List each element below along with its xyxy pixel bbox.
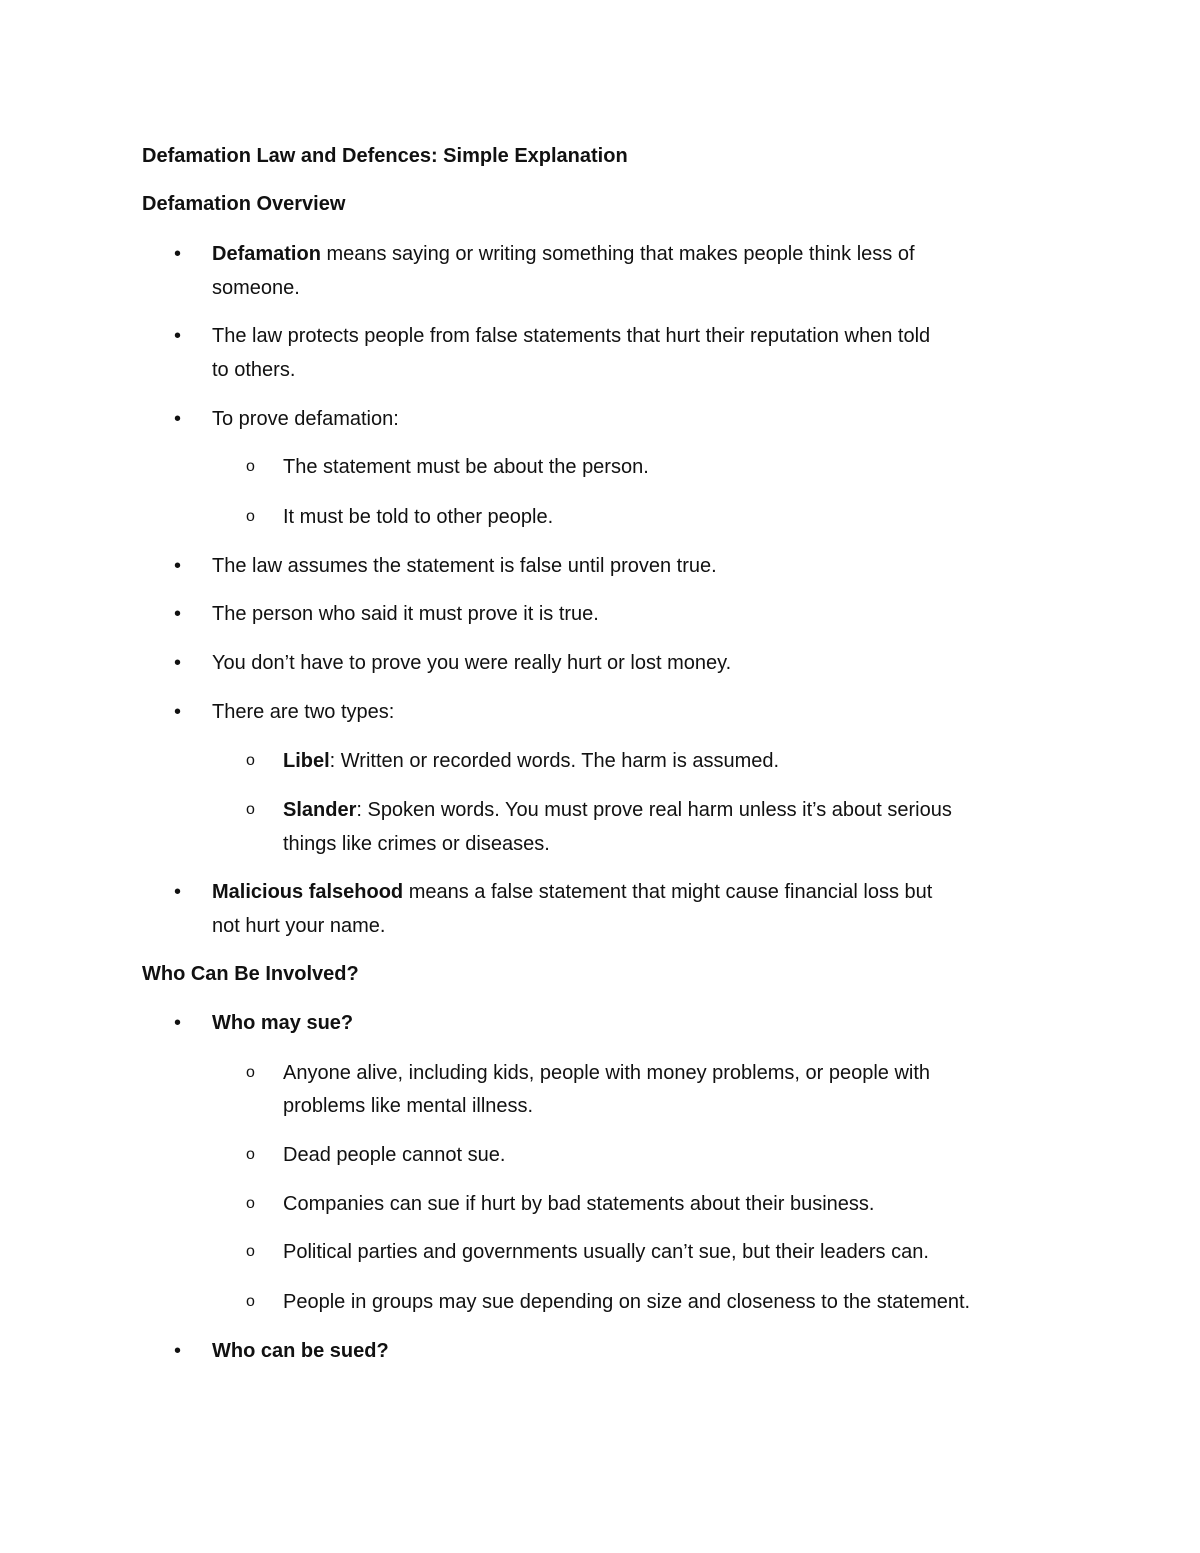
term-malicious-falsehood: Malicious falsehood [212,881,404,903]
term-slander: Slander [283,799,357,821]
list-item-continuation: not hurt your name. [212,915,386,937]
bullet-marker: • [174,701,182,723]
bullet-marker: • [174,243,182,265]
list-item-text: means saying or writing something that makes people think less of [320,243,915,265]
sub-list-item: Anyone alive, including kids, people with money problems, or people with [283,1062,931,1084]
sub-bullet-marker: o [246,1243,255,1260]
sub-list-item: The statement must be about the person. [283,456,649,478]
bullet-marker: • [174,1340,182,1362]
list-item-continuation: to others. [212,359,296,381]
sub-bullet-marker: o [246,1064,255,1081]
bullet-marker: • [174,408,182,430]
subheading-who-may-sue: Who may sue? [212,1012,354,1034]
bullet-marker: • [174,881,182,903]
term-defamation: Defamation [212,243,321,265]
sub-list-item-text: : Spoken words. You must prove real harm unless it’s about serious [356,799,952,821]
document-title: Defamation Law and Defences: Simple Explanation [142,145,628,167]
list-item-malicious-falsehood [212,875,932,909]
sub-list-item-slander [283,793,952,827]
section-heading-who-involved: Who Can Be Involved? [142,963,359,985]
sub-list-item: It must be told to other people. [283,506,554,528]
sub-list-item: Dead people cannot sue. [283,1144,506,1166]
sub-list-item: Companies can sue if hurt by bad statements about their business. [283,1193,875,1215]
sub-bullet-marker: o [246,1146,255,1163]
sub-list-item: Political parties and governments usually can’t sue, but their leaders can. [283,1241,929,1263]
list-item-who-can-be-sued [212,1334,389,1368]
section-heading-overview: Defamation Overview [142,193,346,215]
bullet-marker: • [174,652,182,674]
subheading-who-can-be-sued: Who can be sued? [212,1340,389,1362]
list-item-defamation [212,237,915,271]
sub-bullet-marker: o [246,801,255,818]
list-item-person-must-prove: The person who said it must prove it is true. [212,603,599,625]
sub-list-item-text: : Written or recorded words. The harm is assumed. [329,750,780,772]
sub-bullet-marker: o [246,508,255,525]
bullet-marker: • [174,603,182,625]
sub-bullet-marker: o [246,1195,255,1212]
sub-list-item-libel [283,744,779,778]
list-item-who-may-sue [212,1006,353,1040]
sub-list-item: People in groups may sue depending on size and closeness to the statement. [283,1291,971,1313]
sub-bullet-marker: o [246,458,255,475]
sub-list-item-continuation: things like crimes or diseases. [283,833,550,855]
list-item-to-prove: To prove defamation: [212,408,399,430]
list-item-law-assumes: The law assumes the statement is false until proven true. [212,555,717,577]
sub-bullet-marker: o [246,752,255,769]
list-item-two-types: There are two types: [212,701,395,723]
list-item-text: means a false statement that might cause financial loss but [403,881,933,903]
sub-bullet-marker: o [246,1293,255,1310]
list-item-continuation: someone. [212,277,300,299]
list-item-law-protects: The law protects people from false statements that hurt their reputation when told [212,325,931,347]
bullet-marker: • [174,1012,182,1034]
term-libel: Libel [283,750,330,772]
list-item-no-proof-of-harm: You don’t have to prove you were really hurt or lost money. [212,652,732,674]
bullet-marker: • [174,325,182,347]
sub-list-item-continuation: problems like mental illness. [283,1095,534,1117]
bullet-marker: • [174,555,182,577]
